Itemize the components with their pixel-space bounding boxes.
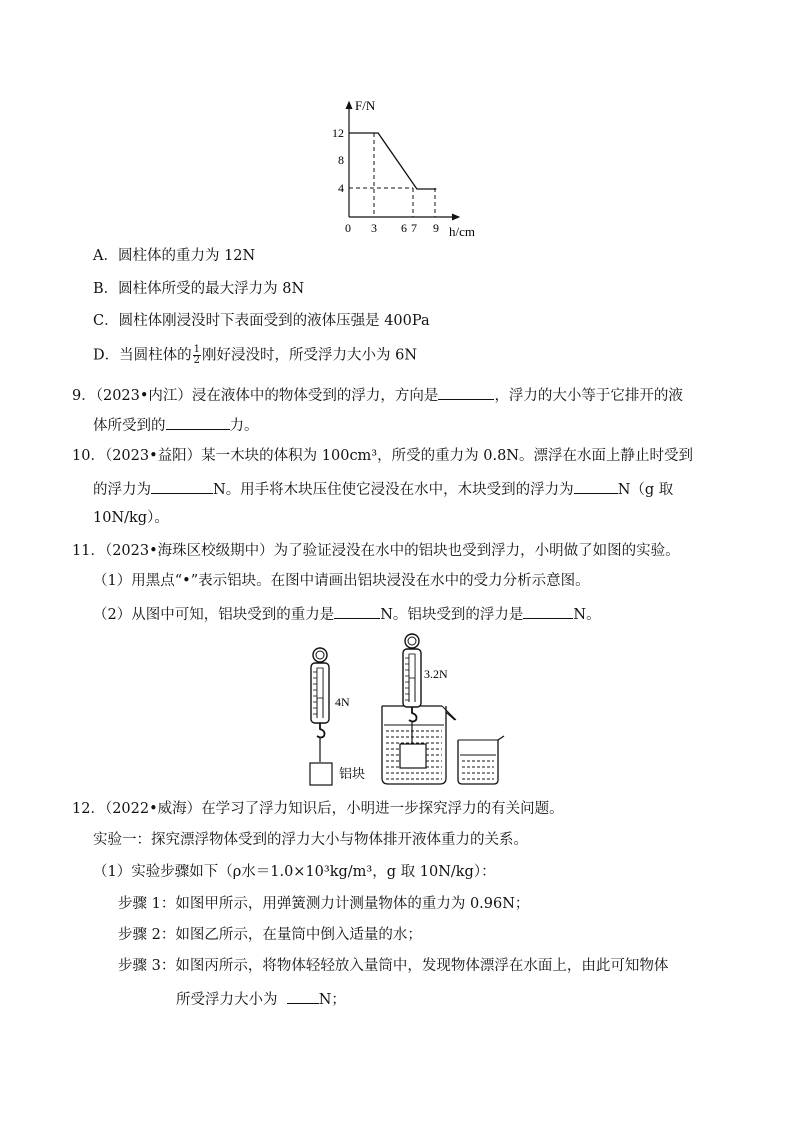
q12-exp1: 实验一：探究漂浮物体受到的浮力大小与物体排开液体重力的关系。 [93,832,528,848]
y-axis-label: F/N [355,98,376,113]
q11-part2-b: N。铝块受到的浮力是 [380,607,524,623]
option-d-pre: D．当圆柱体的 [93,347,192,364]
q9-text-a: 9．（2023•内江）浸在液体中的物体受到的浮力，方向是 [72,388,439,404]
q9-text-b: ，浮力的大小等于它排开的液 [494,388,683,404]
q10-text-c: N（g 取 [617,482,674,498]
right-spring-scale [403,634,448,744]
aluminum-block-left [310,763,332,785]
fraction-half [193,345,201,366]
left-scale-reading: 4N [335,695,350,709]
q10-blank-1[interactable] [151,478,213,494]
q11-part1: （1）用黑点“•”表示铝块。在图中请画出铝块浸没在水中的受力分析示意图。 [93,573,590,589]
q11-line1: 11．（2023•海珠区校级期中）为了验证浸没在水中的铝块也受到浮力，小明做了如图的实验。 [72,543,680,559]
q12-step3-text-b: 所受浮力大小为 [176,992,278,1008]
force-curve [349,133,436,189]
q9-blank-1[interactable] [438,384,494,400]
option-d [93,345,417,366]
small-beaker [458,736,504,784]
fraction-denominator: 2 [193,355,200,366]
q12-step3-line1: 步骤 3：如图丙所示，将物体轻轻放入量筒中，发现物体漂浮在水面上，由此可知物体 [118,958,669,974]
origin-label: 0 [345,221,351,235]
q10-line3: 10N/kg）。 [93,510,169,526]
q11-part2-c: N。 [573,607,601,623]
option-d-post: 刚好浸没时，所受浮力大小为 6N [202,347,418,364]
q11-blank-2[interactable] [523,603,573,619]
y-tick-8: 8 [338,153,344,167]
q11-part2 [93,603,601,625]
q10-line2 [93,478,673,500]
y-tick-12: 12 [332,126,344,140]
q12-blank-1[interactable] [287,988,319,1004]
q12-step2: 步骤 2：如图乙所示，在量筒中倒入适量的水； [118,927,422,943]
x-tick-6: 6 [401,221,407,235]
x-tick-3: 3 [371,221,377,235]
q12-step3-line2 [176,988,346,1010]
right-scale-reading: 3.2N [424,667,448,681]
q12-step3-text-c: N； [318,992,346,1008]
x-tick-9: 9 [433,221,439,235]
q9-line1 [72,384,683,406]
q9-text-c: 体所受到的 [93,418,166,434]
q9-text-d: 力。 [229,418,259,434]
q11-part2-a: （2）从图中可知，铝块受到的重力是 [93,607,335,623]
fraction-numerator: 1 [193,344,200,355]
force-depth-graph [325,98,485,238]
q11-blank-1[interactable] [334,603,380,619]
x-axis-label: h/cm [449,224,475,238]
q10-line1: 10．（2023•益阳）某一木块的体积为 100cm³，所受的重力为 0.8N。漂浮在水面上静止时受到 [72,448,693,464]
q10-text-a: 的浮力为 [93,482,151,498]
q12-step-intro: （1）实验步骤如下（ρ水＝1.0×10³kg/m³，g 取 10N/kg）： [93,864,496,880]
q12-line1: 12．（2022•威海）在学习了浮力知识后，小明进一步探究浮力的有关问题。 [72,801,564,817]
q12-step1: 步骤 1：如图甲所示，用弹簧测力计测量物体的重力为 0.96N； [118,896,530,912]
q10-text-b: N。用手将木块压住使它浸没在水中，木块受到的浮力为 [213,482,574,498]
y-tick-4: 4 [338,181,344,195]
q9-line2 [93,414,259,436]
left-spring-scale [310,648,365,785]
aluminum-block-submerged [400,744,426,768]
block-label: 铝块 [339,766,366,781]
option-c: C．圆柱体刚浸没时下表面受到的液体压强是 400Pa [93,313,430,329]
option-a: A．圆柱体的重力为 12N [93,248,256,264]
q9-blank-2[interactable] [166,414,230,430]
overflow-beaker [382,706,456,784]
x-tick-7: 7 [411,221,417,235]
spring-scale-figure [290,628,520,793]
q10-blank-2[interactable] [574,478,618,494]
option-b: B．圆柱体所受的最大浮力为 8N [93,281,305,297]
